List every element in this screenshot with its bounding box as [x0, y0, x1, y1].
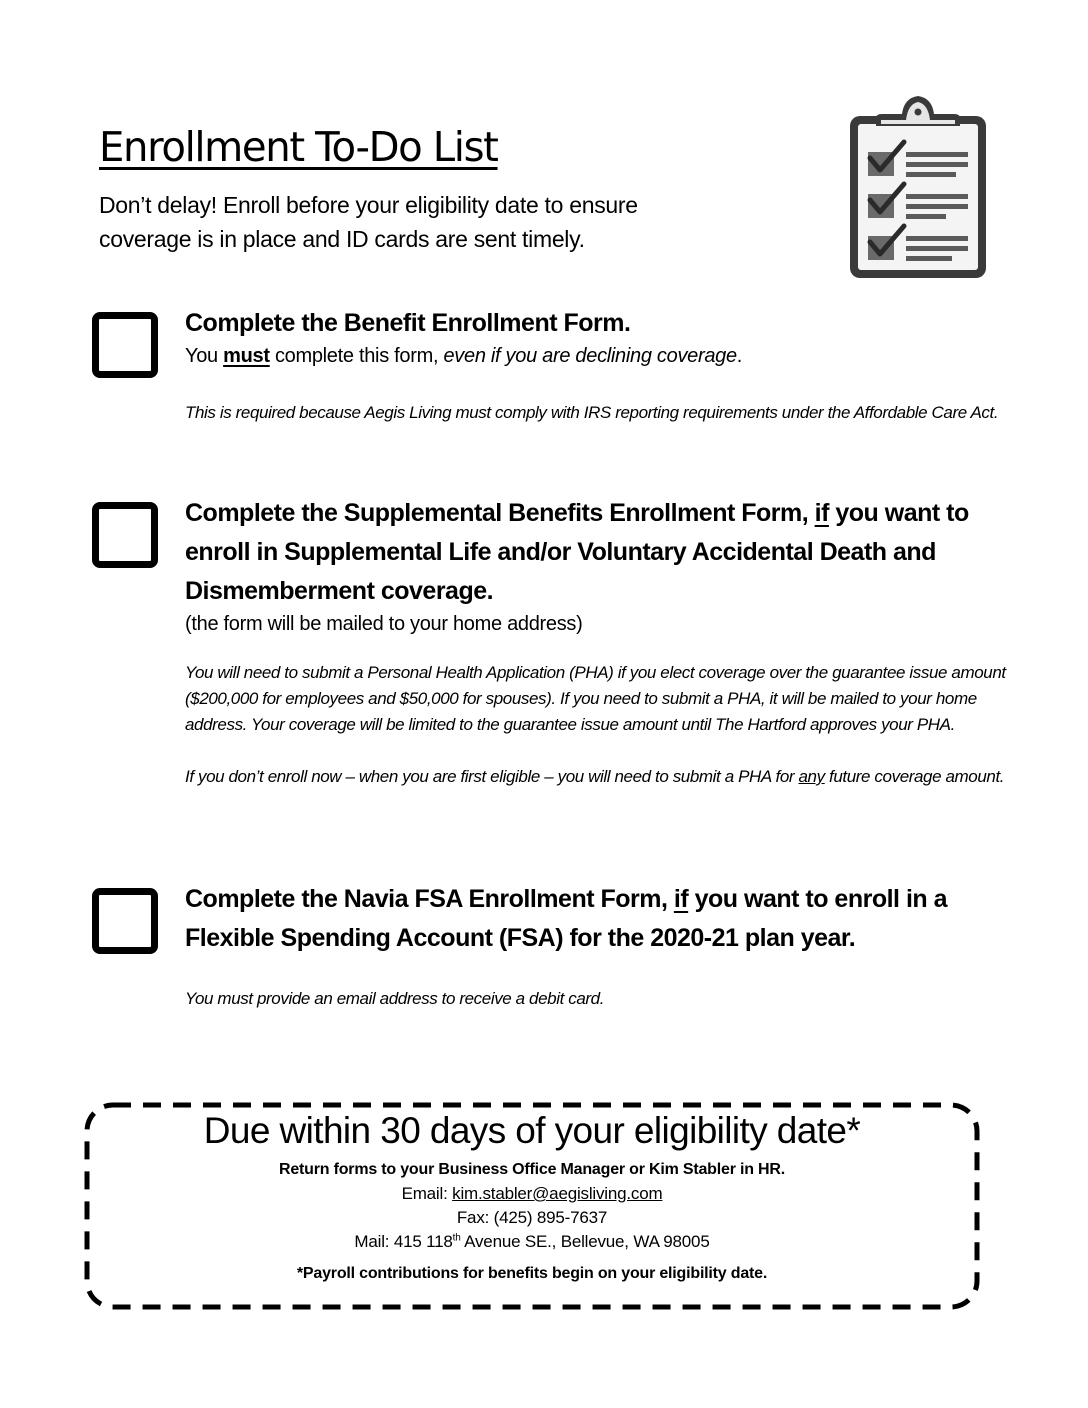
heading-part: Complete the Supplemental Benefits Enrollment Form,: [185, 499, 815, 527]
heading-part: Complete the Navia FSA Enrollment Form,: [185, 885, 674, 913]
todo-item-subtext: (the form will be mailed to your home address): [185, 613, 583, 635]
subtext-part: .: [736, 345, 743, 367]
return-instructions: Return forms to your Business Office Manager or Kim Stabler in HR.: [278, 1161, 785, 1178]
fax-line: Fax: (425) 895-7637: [456, 1208, 608, 1227]
note-part: future coverage amount.: [824, 767, 1005, 786]
todo-item-subtext: [185, 343, 1015, 370]
any-emphasis: any: [798, 767, 825, 786]
benefit-enrollment-checkbox[interactable]: [92, 312, 158, 378]
must-emphasis: must: [223, 345, 270, 367]
todo-item-body: [185, 494, 1015, 790]
due-notice-content: [84, 1102, 980, 1286]
email-label: Email:: [401, 1184, 453, 1203]
todo-item-heading: [185, 494, 1015, 611]
ordinal-suffix: th: [452, 1232, 461, 1244]
todo-item-note: [185, 764, 1015, 790]
mail-part: Avenue SE., Bellevue, WA 98005: [460, 1232, 710, 1251]
todo-item-body: [185, 880, 1015, 1012]
email-line: [84, 1182, 980, 1206]
note-part: If you don’t enroll now – when you are first eligible – you will need to submit a PHA for: [185, 767, 799, 786]
mail-line: [84, 1230, 980, 1254]
fsa-enrollment-checkbox[interactable]: [92, 888, 158, 954]
todo-item-note: You will need to submit a Personal Health Application (PHA) if you elect coverage over the guarantee issue amount ($200,000 for employees and $50,000 for spouses). If you need to submit a PHA, it will be mailed to your home address. Your coverage will be limited to the guarantee issue amount until The Hartford approves your PHA.: [185, 663, 1006, 734]
payroll-footnote: *Payroll contributions for benefits begin on your eligibility date.: [296, 1265, 768, 1282]
page-title: Enrollment To-Do List: [99, 123, 498, 171]
clipboard-checklist-icon: [846, 92, 990, 282]
subtext-part: complete this form,: [269, 345, 444, 367]
subtext-part: You: [185, 345, 224, 367]
if-emphasis: if: [814, 499, 829, 527]
intro-text: [99, 188, 799, 256]
todo-item-body: [185, 304, 1015, 426]
if-emphasis: if: [673, 885, 689, 913]
subtext-italic: even if you are declining coverage: [443, 345, 737, 367]
intro-line: Don’t delay! Enroll before your eligibility date to ensure: [99, 192, 638, 218]
todo-item-heading: Complete the Benefit Enrollment Form.: [185, 309, 631, 337]
heading-part: you want to enroll in Supplemental Life and/or Voluntary Accidental Death and Dismemberment coverage.: [185, 499, 969, 605]
todo-item-note: You must provide an email address to receive a debit card.: [185, 989, 605, 1008]
todo-item-heading: [185, 880, 1015, 958]
due-title: Due within 30 days of your eligibility date*: [203, 1110, 861, 1151]
email-link[interactable]: kim.stabler@aegisliving.com: [452, 1184, 663, 1203]
heading-part: you want to enroll in a Flexible Spending Account (FSA) for the 2020-21 plan year.: [185, 885, 948, 952]
due-notice-box: [84, 1102, 980, 1310]
mail-part: Mail: 415 118: [354, 1232, 453, 1251]
supplemental-enrollment-checkbox[interactable]: [92, 502, 158, 568]
todo-item-note: This is required because Aegis Living must comply with IRS reporting requirements under the Affordable Care Act.: [185, 403, 999, 422]
intro-line: coverage is in place and ID cards are sent timely.: [99, 226, 585, 252]
